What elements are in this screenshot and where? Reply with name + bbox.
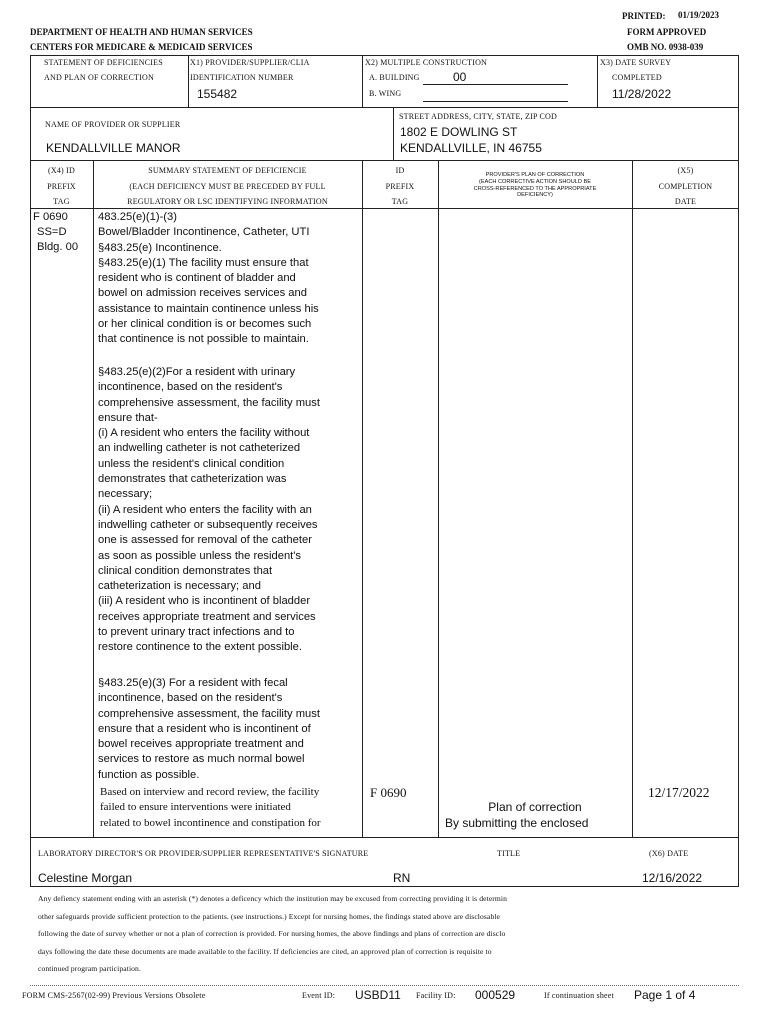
id-label: ID bbox=[395, 166, 405, 175]
deficiency-tag: F 0690 bbox=[33, 211, 68, 223]
plan-label: AND PLAN OF CORRECTION bbox=[44, 73, 154, 82]
completion-date: 12/17/2022 bbox=[648, 785, 710, 800]
x5-completion-label: COMPLETION bbox=[658, 182, 713, 191]
summary-header-2: (EACH DEFICIENCY MUST BE PRECEDED BY FULL bbox=[129, 182, 326, 191]
building-tag: Bldg. 00 bbox=[37, 241, 79, 253]
agency-name: CENTERS FOR MEDICARE & MEDICAID SERVICES bbox=[30, 42, 253, 52]
building-value: 00 bbox=[453, 70, 467, 84]
correction-tag: F 0690 bbox=[370, 785, 407, 800]
title-label: TITLE bbox=[497, 849, 521, 858]
signature-date: 12/16/2022 bbox=[642, 871, 703, 885]
page-number: Page 1 of 4 bbox=[634, 988, 696, 1002]
address-line-1: 1802 E DOWLING ST bbox=[400, 125, 518, 139]
plan-header: PROVIDER'S PLAN OF CORRECTION (EACH CORRECTIVE ACTION SHOULD BE CROSS-REFERENCED TO THE APPROPRIATE DEFICIENCY) bbox=[473, 172, 597, 199]
x5-date-label: DATE bbox=[674, 197, 697, 206]
x4-tag-label: TAG bbox=[53, 197, 70, 206]
statement-label: STATEMENT OF DEFICIENCIES bbox=[44, 58, 163, 67]
omb-number: OMB NO. 0938-039 bbox=[627, 42, 704, 52]
printed-date: 01/19/2023 bbox=[678, 10, 720, 20]
id-prefix-label: PREFIX bbox=[385, 182, 415, 191]
finding-text: Based on interview and record review, the facility failed to ensure interventions were initiated related to bowel incontinence and constipation for bbox=[100, 786, 321, 829]
event-id-label: Event ID: bbox=[302, 991, 336, 1000]
address-line-2: KENDALLVILLE, IN 46755 bbox=[400, 141, 542, 155]
street-address-label: STREET ADDRESS, CITY, STATE, ZIP COD bbox=[399, 112, 557, 121]
form-number: FORM CMS-2567(02-99) Previous Versions Obsolete bbox=[22, 991, 206, 1000]
x4-prefix-label: PREFIX bbox=[47, 182, 76, 191]
printed-label: PRINTED: bbox=[622, 11, 666, 21]
department-name: DEPARTMENT OF HEALTH AND HUMAN SERVICES bbox=[30, 27, 253, 37]
x6-date-label: (X6) DATE bbox=[649, 849, 689, 858]
plan-line-1: Plan of correction bbox=[488, 800, 582, 814]
summary-header-1: SUMMARY STATEMENT OF DEFICIENCIE bbox=[148, 166, 307, 175]
summary-header-3: REGULATORY OR LSC IDENTIFYING INFORMATION bbox=[127, 197, 328, 206]
provider-clia-label: X1) PROVIDER/SUPPLIER/CLIA bbox=[190, 58, 310, 67]
multiple-construction-label: X2) MULTIPLE CONSTRUCTION bbox=[365, 58, 488, 67]
form-approved: FORM APPROVED bbox=[627, 27, 707, 37]
continuation-label: If continuation sheet bbox=[544, 991, 614, 1000]
facility-id: 000529 bbox=[475, 988, 516, 1002]
date-survey-label: X3) DATE SURVEY bbox=[600, 58, 672, 67]
survey-date: 11/28/2022 bbox=[612, 87, 672, 101]
signer-name: Celestine Morgan bbox=[38, 871, 133, 885]
provider-name-label: NAME OF PROVIDER OR SUPPLIER bbox=[45, 120, 181, 129]
event-id: USBD11 bbox=[355, 988, 401, 1002]
wing-label: B. WING bbox=[369, 89, 402, 98]
building-label: A. BUILDING bbox=[369, 73, 420, 82]
provider-number: 155482 bbox=[197, 87, 238, 101]
signer-title: RN bbox=[393, 871, 411, 885]
summary-paragraph-3: §483.25(e)(3) For a resident with fecal incontinence, based on the resident's comprehensive assessment, the facility must ensure that a resident who is incontinent of bowel receives appropriate treatment and services to restore as much normal bowel function as possible. bbox=[98, 677, 320, 781]
plan-line-2: By submitting the enclosed bbox=[445, 816, 589, 830]
facility-id-label: Facility ID: bbox=[416, 991, 456, 1000]
signature-label: LABORATORY DIRECTOR'S OR PROVIDER/SUPPLIER REPRESENTATIVE'S SIGNATURE bbox=[38, 849, 369, 858]
identification-number-label: IDENTIFICATION NUMBER bbox=[190, 73, 294, 82]
x5-label: (X5) bbox=[677, 166, 694, 175]
x4-id-label: (X4) ID bbox=[48, 166, 75, 175]
signature-box bbox=[30, 837, 739, 887]
summary-paragraph-2: §483.25(e)(2)For a resident with urinary incontinence, based on the resident's comprehensive assessment, the facility must ensure that- (i) A resident who enters the facility without an indwelling catheter is not catheterized unless the resident's clinical condition demonstrates that catheterization was necessary; (ii) A resident who enters the facility with an indwelling catheter or subsequently receives one is assessed for removal of the catheter as soon as possible unless the resident's clinical condition demonstrates that catheterization is necessary; and (iii) A resident who is incontinent of bladder receives appropriate treatment and services to prevent urinary tract infections and to restore continence to the extent possible. bbox=[98, 366, 320, 654]
completed-label: COMPLETED bbox=[612, 73, 662, 82]
disclaimer-notes: Any defiency statement ending with an asterisk (*) denotes a deficency which the institution may be excused from correcting providing it is determin other safeguards provide sufficient protection to the patients. (see instructions.) Except for nursing homes, the findings stated above are disclosable following the date of survey whether or not a plan of correction is provided. For nursing homes, the above findings and plans of correction are disclo days following the date these documents are made available to the facility. If deficiencies are cited, an approved plan of correction is requisite to continued program participation. bbox=[38, 894, 508, 973]
provider-name: KENDALLVILLE MANOR bbox=[46, 141, 181, 155]
summary-paragraph-1: 483.25(e)(1)-(3) Bowel/Bladder Incontinence, Catheter, UTI §483.25(e) Incontinence. §483.25(e)(1) The facility must ensure that resident who is continent of bladder and bowel on admission receives services and assistance to maintain continence unless his or her clinical condition is or becomes such that continence is not possible to maintain. bbox=[98, 211, 319, 346]
id-tag-label: TAG bbox=[391, 197, 409, 206]
scope-severity: SS=D bbox=[37, 226, 67, 238]
